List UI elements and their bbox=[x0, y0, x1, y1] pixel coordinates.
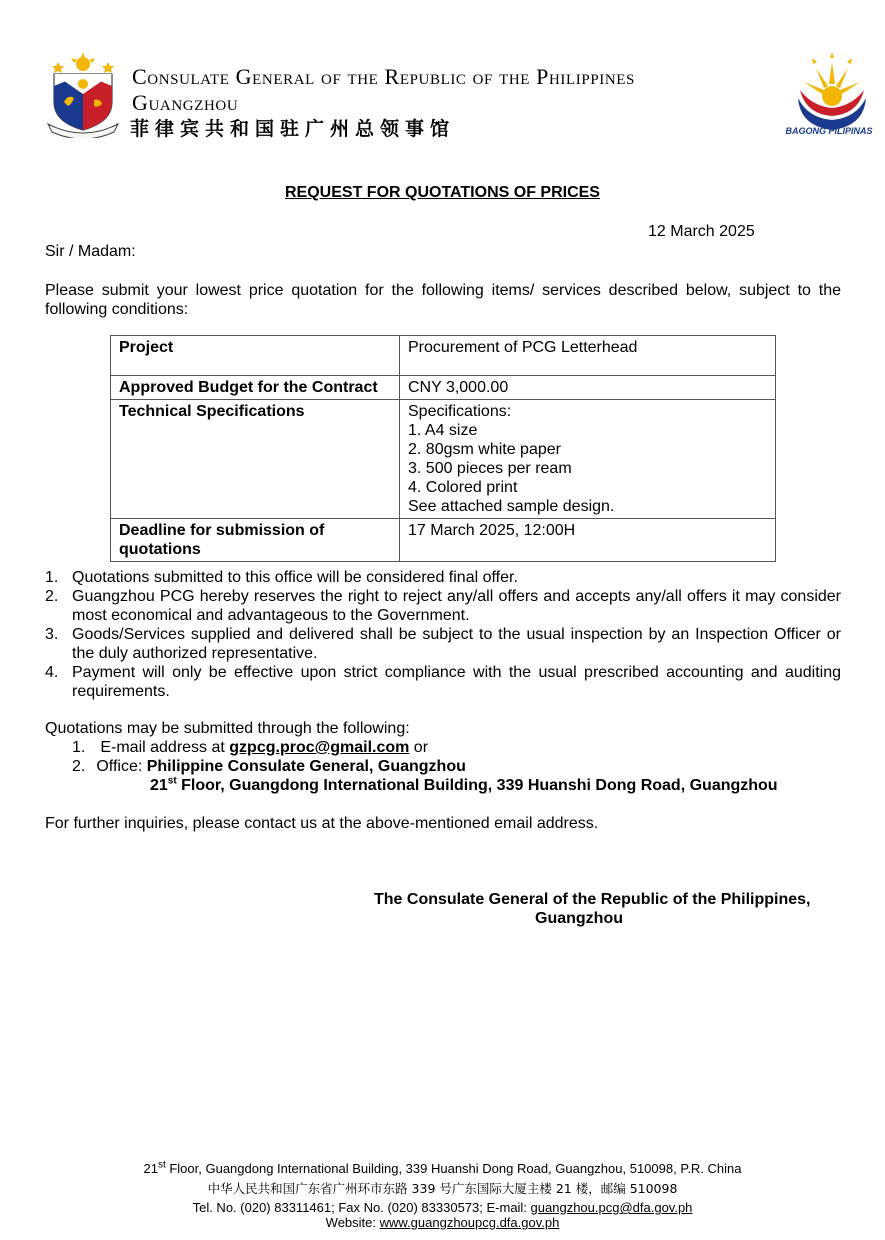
footer-address-chinese: 中华人民共和国广东省广州环市东路 339 号广东国际大厦主楼 21 楼，邮编 510098 bbox=[207, 1181, 678, 1196]
specs-value bbox=[400, 400, 776, 519]
address-rest: Floor, Guangdong International Building, 339 Huanshi Dong Road, Guangzhou bbox=[176, 777, 778, 794]
condition-text: Quotations submitted to this office will be considered final offer. bbox=[72, 569, 518, 586]
project-label: Project bbox=[111, 336, 400, 376]
philippine-coat-of-arms-seal bbox=[42, 50, 124, 138]
condition-text: Payment will only be effective upon strict compliance with the usual prescribed accounting and auditing requirements. bbox=[72, 664, 841, 700]
signature-line1: The Consulate General of the Republic of the Philippines, bbox=[374, 891, 811, 908]
consulate-name-line2: Guangzhou bbox=[132, 90, 239, 115]
address-floor-suffix: st bbox=[167, 775, 177, 787]
email-suffix: or bbox=[409, 739, 429, 756]
specs-line: 4. Colored print bbox=[408, 479, 518, 496]
quotation-details-table bbox=[110, 335, 776, 562]
bagong-pilipinas-logo bbox=[786, 48, 878, 140]
address-floor-number: 21 bbox=[150, 777, 168, 794]
footer-website-prefix: Website: bbox=[325, 1215, 380, 1230]
footer-contact-prefix: Tel. No. (020) 83311461; Fax No. (020) 83330573; E-mail: bbox=[192, 1200, 531, 1215]
consulate-name-chinese: 菲律宾共和国驻广州总领事馆 bbox=[130, 118, 456, 140]
budget-value: CNY 3,000.00 bbox=[400, 376, 776, 400]
footer-website-link[interactable]: www.guangzhoupcg.dfa.gov.ph bbox=[379, 1215, 560, 1230]
specs-line: 2. 80gsm white paper bbox=[408, 441, 561, 458]
specs-line: Specifications: bbox=[408, 403, 512, 420]
list-item bbox=[45, 663, 841, 701]
footer-floor-number: 21 bbox=[143, 1161, 158, 1176]
table-row bbox=[111, 400, 776, 519]
footer-floor-suffix: st bbox=[157, 1159, 166, 1171]
salutation: Sir / Madam: bbox=[45, 243, 136, 260]
document-title: REQUEST FOR QUOTATIONS OF PRICES bbox=[285, 184, 600, 201]
project-value: Procurement of PCG Letterhead bbox=[400, 336, 776, 376]
office-prefix: Office: bbox=[96, 758, 147, 775]
list-item bbox=[45, 568, 841, 587]
table-row bbox=[111, 376, 776, 400]
office-name: Philippine Consulate General, Guangzhou bbox=[146, 758, 466, 775]
list-number: 2. bbox=[72, 758, 86, 775]
footer-website bbox=[0, 1214, 885, 1232]
list-item bbox=[45, 625, 841, 663]
table-row bbox=[111, 519, 776, 562]
specs-line: See attached sample design. bbox=[408, 498, 615, 515]
condition-text: Guangzhou PCG hereby reserves the right to reject any/all offers and accepts any/all offers it may consider most economical and advantageous to the Government. bbox=[72, 588, 841, 624]
specs-line: 1. A4 size bbox=[408, 422, 478, 439]
deadline-label: Deadline for submission of quotations bbox=[111, 519, 400, 562]
specs-label: Technical Specifications bbox=[111, 400, 400, 519]
footer-address bbox=[0, 1160, 885, 1178]
office-address bbox=[150, 777, 778, 795]
submission-email-link[interactable]: gzpcg.proc@gmail.com bbox=[229, 739, 410, 756]
submission-email-item bbox=[72, 739, 428, 757]
list-item bbox=[45, 587, 841, 625]
signature-line2: Guangzhou bbox=[535, 910, 623, 927]
list-number: 4. bbox=[45, 664, 59, 681]
table-row bbox=[111, 336, 776, 376]
intro-paragraph: Please submit your lowest price quotation for the following items/ services described below, subject to the following conditions: bbox=[45, 282, 841, 318]
email-prefix: E-mail address at bbox=[100, 739, 230, 756]
submission-intro: Quotations may be submitted through the following: bbox=[45, 720, 410, 737]
list-number: 1. bbox=[45, 569, 59, 586]
submission-office-item bbox=[72, 758, 466, 776]
consulate-name-line1: Consulate General of the Republic of the Philippines bbox=[132, 64, 635, 89]
inquiries-paragraph: For further inquiries, please contact us at the above-mentioned email address. bbox=[45, 815, 599, 832]
list-number: 2. bbox=[45, 588, 59, 605]
deadline-value: 17 March 2025, 12:00H bbox=[400, 519, 776, 562]
list-number: 1. bbox=[72, 739, 86, 756]
footer-address-rest: Floor, Guangdong International Building, 339 Huanshi Dong Road, Guangzhou, 510098, P.R. China bbox=[165, 1161, 742, 1176]
footer-email-link[interactable]: guangzhou.pcg@dfa.gov.ph bbox=[530, 1200, 693, 1215]
list-number: 3. bbox=[45, 626, 59, 643]
specs-line: 3. 500 pieces per ream bbox=[408, 460, 572, 477]
conditions-list bbox=[45, 568, 841, 701]
document-date: 12 March 2025 bbox=[648, 223, 755, 240]
budget-label: Approved Budget for the Contract bbox=[111, 376, 400, 400]
bagong-pilipinas-logo-text: BAGONG PILIPINAS bbox=[785, 126, 873, 136]
condition-text: Goods/Services supplied and delivered shall be subject to the usual inspection by an Inspection Officer or the duly authorized representative. bbox=[72, 626, 841, 662]
